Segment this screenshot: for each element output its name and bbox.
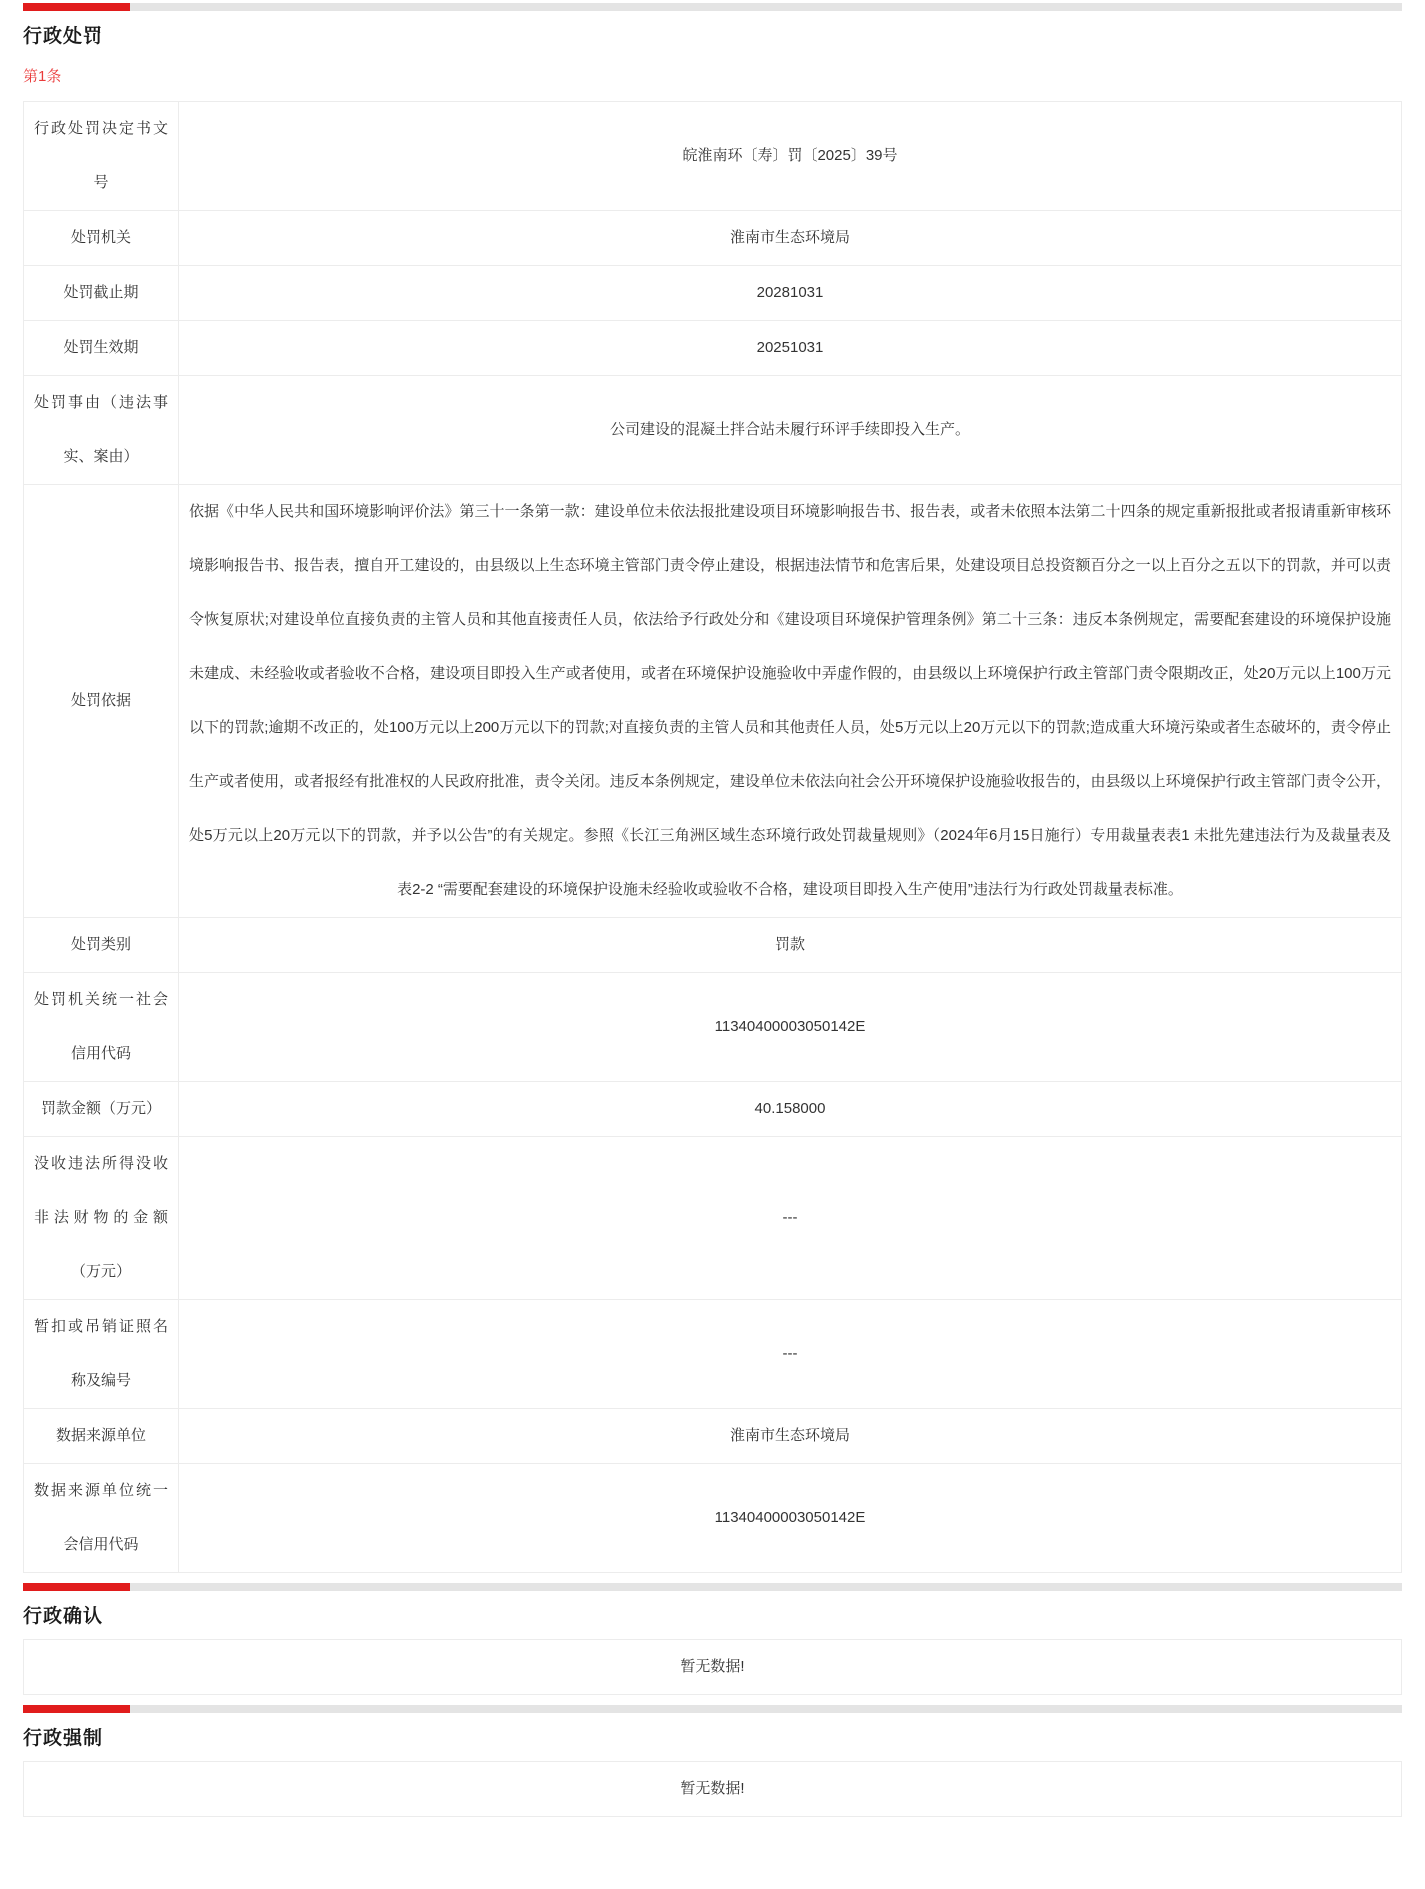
row-value: 40.158000 <box>179 1082 1402 1137</box>
accent-bar-red <box>23 1705 130 1713</box>
row-value: 公司建设的混凝土拌合站未履行环评手续即投入生产。 <box>179 376 1402 485</box>
table-row <box>24 211 1402 266</box>
table-row <box>24 918 1402 973</box>
row-value: --- <box>179 1300 1402 1409</box>
table-row <box>24 973 1402 1082</box>
row-label: 处罚生效期 <box>24 321 179 376</box>
row-label: 数据来源单位 <box>24 1409 179 1464</box>
row-label: 处罚截止期 <box>24 266 179 321</box>
table-row <box>24 1300 1402 1409</box>
row-label: 行政处罚决定书文号 <box>24 102 179 211</box>
table-row <box>24 102 1402 211</box>
empty-data-box <box>23 1761 1402 1817</box>
row-label: 暂扣或吊销证照名称及编号 <box>24 1300 179 1409</box>
accent-bar-gray <box>130 1583 1402 1591</box>
table-row <box>24 1082 1402 1137</box>
row-value: 淮南市生态环境局 <box>179 1409 1402 1464</box>
row-value: 20281031 <box>179 266 1402 321</box>
section-accent-bar <box>23 1705 1402 1713</box>
table-row <box>24 1464 1402 1573</box>
item-number: 第1条 <box>23 68 62 85</box>
accent-bar-gray <box>130 1705 1402 1713</box>
accent-bar-gray <box>130 3 1402 11</box>
empty-data-text: 暂无数据! <box>680 1658 745 1675</box>
empty-data-text: 暂无数据! <box>680 1780 745 1797</box>
row-value: 皖淮南环〔寿〕罚〔2025〕39号 <box>179 102 1402 211</box>
row-value: --- <box>179 1137 1402 1300</box>
table-row <box>24 266 1402 321</box>
empty-data-box <box>23 1639 1402 1695</box>
row-label: 数据来源单位统一会信用代码 <box>24 1464 179 1573</box>
row-value: 罚款 <box>179 918 1402 973</box>
row-value: 20251031 <box>179 321 1402 376</box>
row-value: 淮南市生态环境局 <box>179 211 1402 266</box>
row-label: 处罚事由（违法事实、案由） <box>24 376 179 485</box>
row-label: 处罚依据 <box>24 485 179 918</box>
table-row <box>24 376 1402 485</box>
table-row <box>24 485 1402 918</box>
row-label: 处罚类别 <box>24 918 179 973</box>
section-title-coercion: 行政强制 <box>23 1728 104 1749</box>
row-value: 11340400003050142E <box>179 973 1402 1082</box>
section-accent-bar <box>23 1583 1402 1591</box>
section-title-confirm: 行政确认 <box>23 1606 104 1627</box>
accent-bar-red <box>23 1583 130 1591</box>
accent-bar-red <box>23 3 130 11</box>
row-label: 处罚机关 <box>24 211 179 266</box>
section-title-penalty: 行政处罚 <box>23 26 104 47</box>
table-row <box>24 1409 1402 1464</box>
row-label: 处罚机关统一社会信用代码 <box>24 973 179 1082</box>
row-value: 依据《中华人民共和国环境影响评价法》第三十一条第一款：建设单位未依法报批建设项目环境影响报告书、报告表，或者未依照本法第二十四条的规定重新报批或者报请重新审核环境影响报告书、报告表，擅自开工建设的，由县级以上生态环境主管部门责令停止建设，根据违法情节和危害后果，处建设项目总投资额百分之一以上百分之五以下的罚款，并可以责令恢复原状;对建设单位直接负责的主管人员和其他直接责任人员，依法给予行政处分和《建设项目环境保护管理条例》第二十三条：违反本条例规定，需要配套建设的环境保护设施未建成、未经验收或者验收不合格，建设项目即投入生产或者使用，或者在环境保护设施验收中弄虚作假的，由县级以上环境保护行政主管部门责令限期改正，处20万元以上100万元以下的罚款;逾期不改正的，处100万元以上200万元以下的罚款;对直接负责的主管人员和其他责任人员，处5万元以上20万元以下的罚款;造成重大环境污染或者生态破坏的，责令停止生产或者使用，或者报经有批准权的人民政府批准，责令关闭。违反本条例规定，建设单位未依法向社会公开环境保护设施验收报告的，由县级以上环境保护行政主管部门责令公开，处5万元以上20万元以下的罚款，并予以公告”的有关规定。参照《长江三角洲区域生态环境行政处罚裁量规则》（2024年6月15日施行）专用裁量表表1 未批先建违法行为及裁量表及表2-2 “需要配套建设的环境保护设施未经验收或验收不合格，建设项目即投入生产使用”违法行为行政处罚裁量表标准。 <box>179 485 1402 918</box>
penalty-table <box>23 101 1402 1573</box>
table-row <box>24 1137 1402 1300</box>
row-label: 没收违法所得没收非法财物的金额（万元） <box>24 1137 179 1300</box>
table-row <box>24 321 1402 376</box>
row-value: 11340400003050142E <box>179 1464 1402 1573</box>
section-accent-bar <box>23 3 1402 11</box>
record-page <box>0 3 1425 1817</box>
row-label: 罚款金额（万元） <box>24 1082 179 1137</box>
